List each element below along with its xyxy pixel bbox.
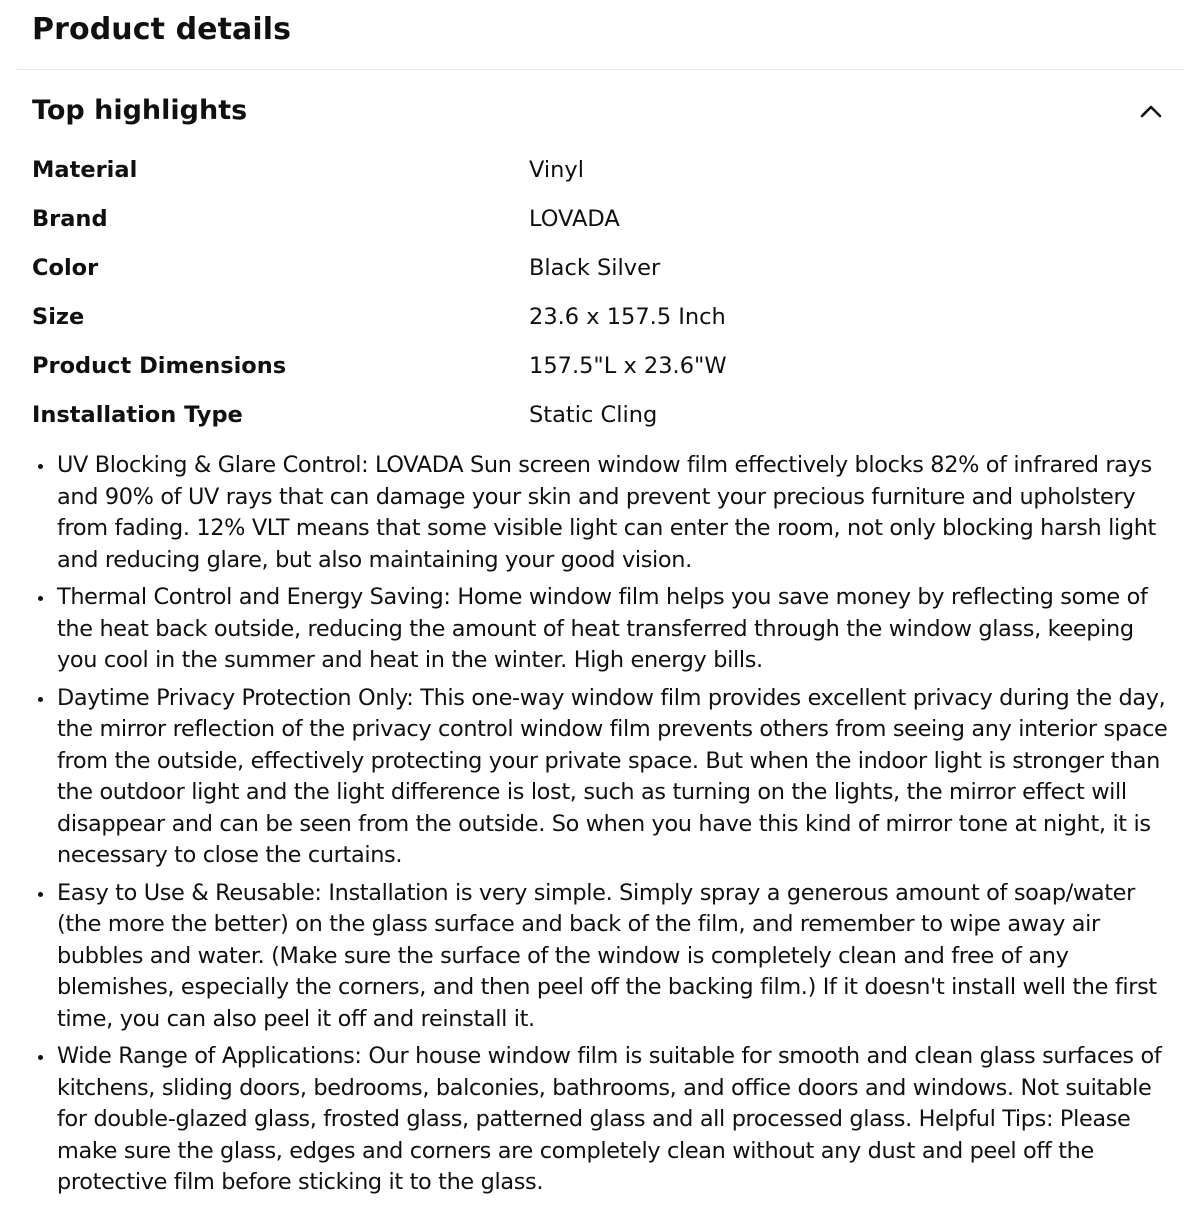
attribute-value: Vinyl (529, 157, 584, 183)
attribute-row-material (32, 146, 1172, 195)
bullet-icon (38, 697, 43, 702)
chevron-up-icon[interactable] (1136, 96, 1166, 126)
feature-bullets (0, 450, 1200, 1205)
attribute-value: 23.6 x 157.5 Inch (529, 304, 726, 330)
bullet-icon (38, 464, 43, 469)
list-item (0, 450, 1200, 576)
attribute-value: 157.5"L x 23.6"W (529, 353, 727, 379)
attribute-value: Static Cling (529, 402, 658, 428)
bullet-text: UV Blocking & Glare Control: LOVADA Sun screen window film effectively blocks 82% of infrared rays and 90% of UV rays that can damage your skin and prevent your precious furniture and upholstery from fading. 12% VLT means that some visible light can enter the room, not only blocking harsh light and reducing glare, but also maintaining your good vision. (57, 452, 1156, 573)
attribute-name: Material (32, 157, 138, 183)
section-title: Top highlights (32, 95, 248, 126)
attribute-row-color (32, 244, 1172, 293)
list-item (0, 1041, 1200, 1199)
attribute-value: Black Silver (529, 255, 661, 281)
attribute-name: Brand (32, 206, 108, 232)
list-item (0, 878, 1200, 1036)
attribute-row-size (32, 293, 1172, 342)
attribute-name: Installation Type (32, 402, 243, 428)
attribute-name: Size (32, 304, 85, 330)
attribute-name: Color (32, 255, 99, 281)
bullet-text: Thermal Control and Energy Saving: Home window film helps you save money by reflecting some of the heat back outside, reducing the amount of heat transferred through the window glass, keeping you cool in the summer and heat in the winter. High energy bills. (57, 584, 1148, 673)
bullet-text: Daytime Privacy Protection Only: This one-way window film provides excellent privacy during the day, the mirror reflection of the privacy control window film prevents others from seeing any interior space from the outside, effectively protecting your private space. But when the indoor light is stronger than the outdoor light and the light difference is lost, such as turning on the lights, the mirror effect will disappear and can be seen from the outside. So when you have this kind of mirror tone at night, it is necessary to close the curtains. (57, 684, 1168, 868)
bullet-text: Easy to Use & Reusable: Installation is very simple. Simply spray a generous amount of soap/water (the more the better) on the glass surface and back of the film, and remember to wipe away air bubbles and water. (Make sure the surface of the window is completely clean and free of any blemishes, especially the corners, and then peel off the backing film.) If it doesn't install well the first time, you can also peel it off and reinstall it. (57, 879, 1157, 1032)
attribute-value: LOVADA (529, 206, 620, 232)
bullet-icon (38, 596, 43, 601)
bullet-icon (38, 892, 43, 897)
bullet-text: Wide Range of Applications: Our house window film is suitable for smooth and clean glass surfaces of kitchens, sliding doors, bedrooms, balconies, bathrooms, and office doors and windows. Not suitable for double-glazed glass, frosted glass, patterned glass and all processed glass. Helpful Tips: Please make sure the glass, edges and corners are completely clean without any dust and peel off the protective film before sticking it to the glass. (57, 1043, 1162, 1195)
attribute-name: Product Dimensions (32, 353, 287, 379)
attribute-row-brand (32, 195, 1172, 244)
list-item (0, 683, 1200, 872)
attributes-table (32, 146, 1172, 440)
bullet-icon (38, 1055, 43, 1060)
attribute-row-product-dimensions (32, 342, 1172, 391)
attribute-row-installation-type (32, 391, 1172, 440)
page-title: Product details (32, 12, 292, 47)
top-highlights-header[interactable] (32, 91, 1170, 131)
list-item (0, 582, 1200, 677)
divider (17, 69, 1184, 70)
